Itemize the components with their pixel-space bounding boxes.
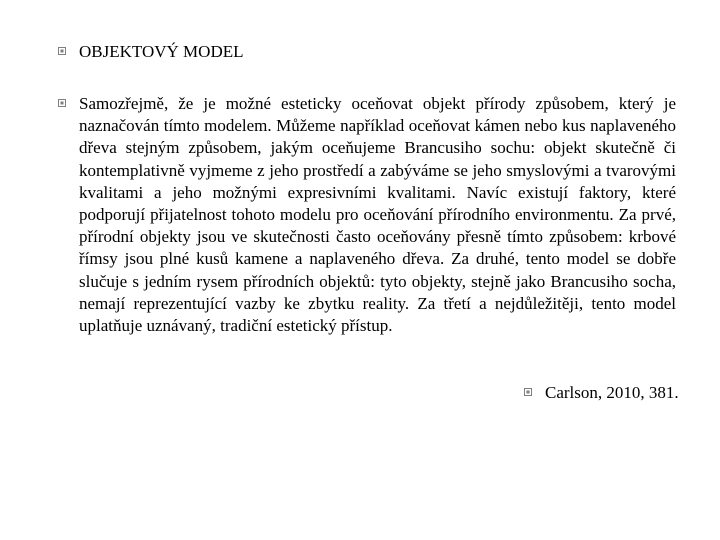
square-bullet-icon	[58, 47, 66, 55]
citation: Carlson, 2010, 381.	[545, 383, 679, 402]
slide-heading: OBJEKTOVÝ MODEL	[79, 42, 244, 61]
square-bullet-icon	[524, 388, 532, 396]
square-bullet-icon	[58, 99, 66, 107]
body-paragraph: Samozřejmě, že je možné esteticky oceňovat objekt přírody způsobem, který je naznačován tímto modelem. Můžeme například oceňovat kámen nebo kus naplaveného dřeva stejným způsobem, jakým oceňujeme Brancusiho sochu: objekt skutečně či kontemplativně vyjmeme z jeho prostředí a zabýváme se jeho smyslovými a tvarovými kvalitami a jeho možnými expresivními kvalitami. Navíc existují faktory, které podporují přijatelnost tohoto modelu pro oceňování přírodního environmentu. Za prvé, přírodní objekty jsou ve skutečnosti často oceňovány přesně tímto způsobem: krbové římsy jsou plné kusů kamene a naplaveného dřeva. Za druhé, tento model se dobře slučuje s jedním rysem přírodních objektů: tyto objekty, stejně jako Brancusiho socha, nemají reprezentující vazby ke zbytku reality. Za třetí a nejdůležitěji, tento model uplatňuje uznávaný, tradiční estetický přístup.	[79, 94, 676, 336]
